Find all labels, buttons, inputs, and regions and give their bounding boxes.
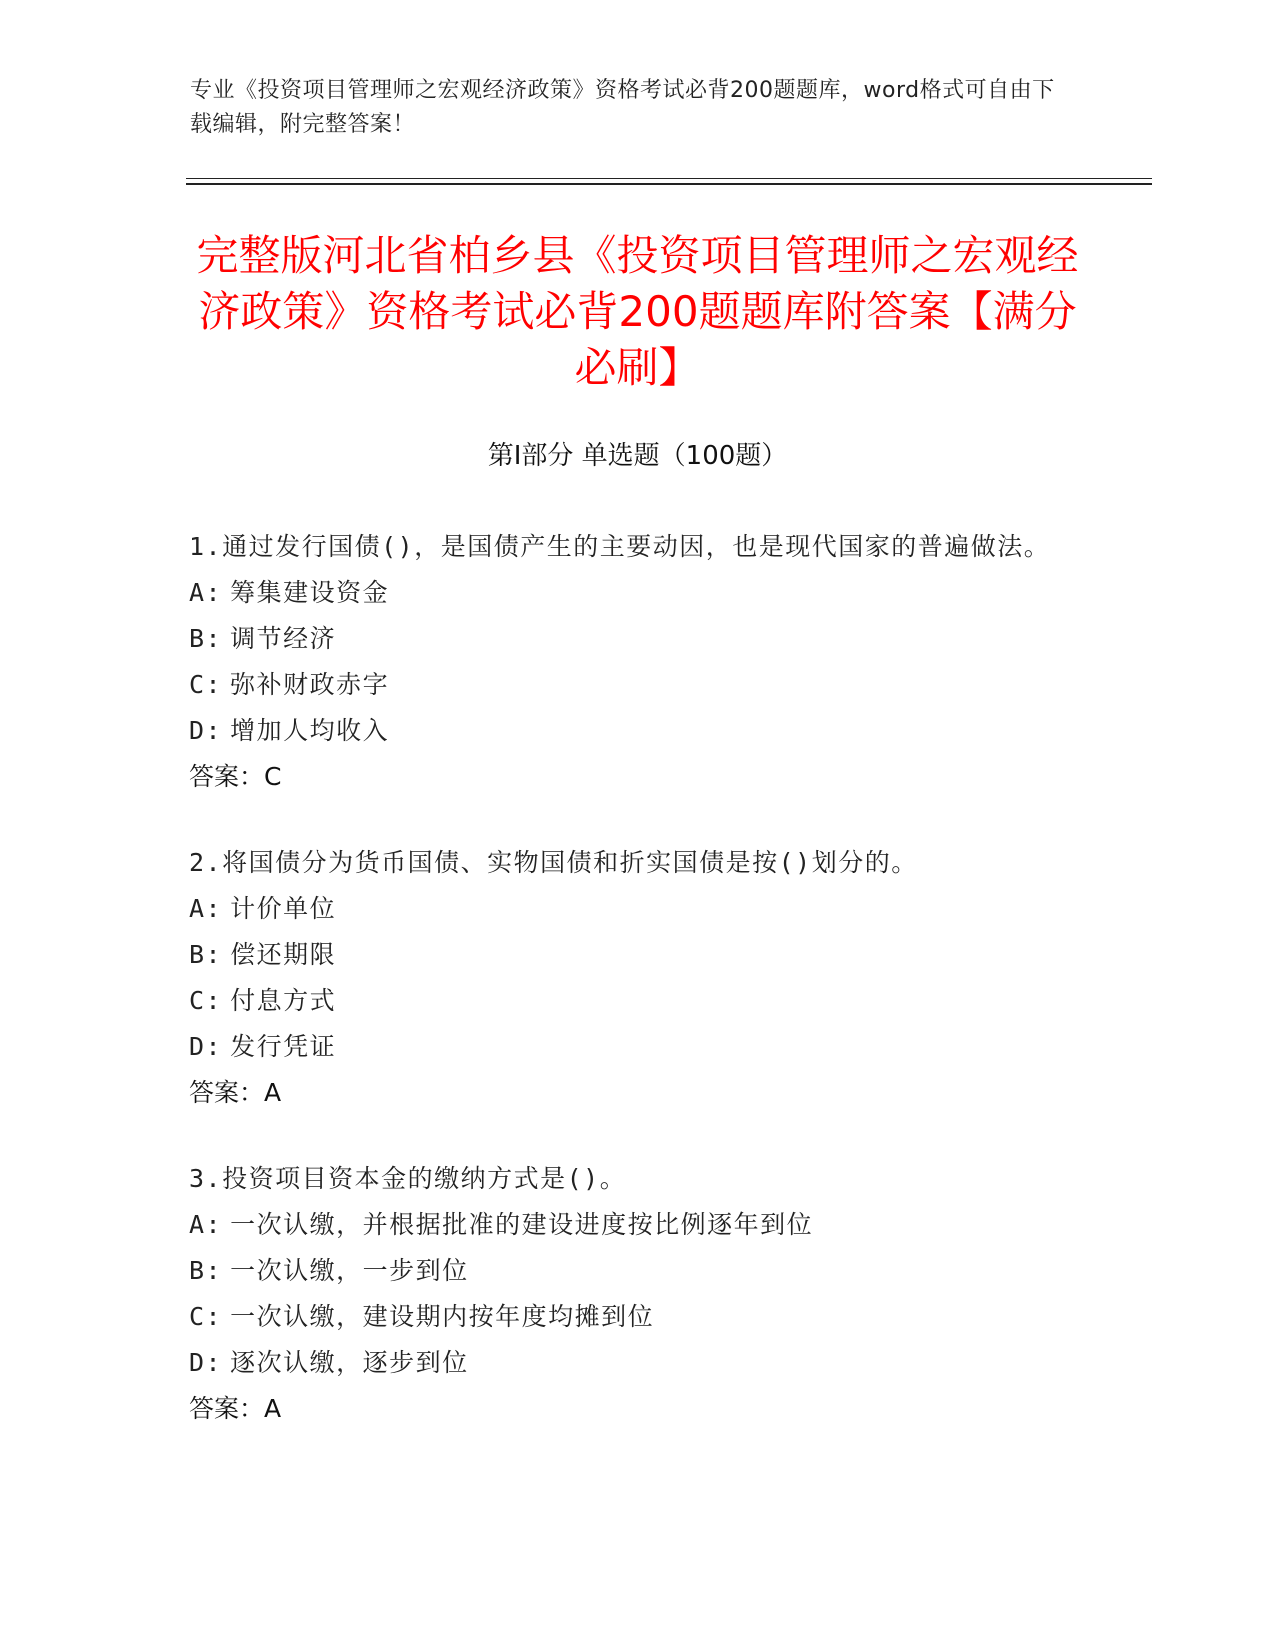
option-letter: C: [189, 986, 223, 1015]
option-text: 筹集建设资金 [230, 578, 390, 607]
answer-line: 答案：C [189, 762, 282, 791]
question-1 [189, 524, 1069, 800]
option-letter: A: [189, 1210, 223, 1239]
option-text: 偿还期限 [230, 940, 337, 969]
document-title: 完整版河北省柏乡县《投资项目管理师之宏观经济政策》资格考试必背200题题库附答案【满分必刷】 [196, 231, 1079, 392]
option-letter: C: [189, 1302, 223, 1331]
option-d [189, 1024, 1069, 1070]
option-letter: B: [189, 1256, 223, 1285]
option-c [189, 1294, 1069, 1340]
option-letter: C: [189, 670, 223, 699]
option-a [189, 570, 1069, 616]
option-b [189, 932, 1069, 978]
option-b [189, 1248, 1069, 1294]
option-d [189, 708, 1069, 754]
option-text: 一次认缴，一步到位 [230, 1256, 469, 1285]
question-text: 3.投资项目资本金的缴纳方式是()。 [189, 1164, 627, 1193]
section-heading: 第Ⅰ部分 单选题（100题） [487, 441, 788, 471]
option-text: 增加人均收入 [230, 716, 390, 745]
answer-line: 答案：A [189, 1078, 282, 1107]
option-a [189, 886, 1069, 932]
option-text: 逐次认缴，逐步到位 [230, 1348, 469, 1377]
option-letter: B: [189, 624, 223, 653]
option-text: 发行凭证 [230, 1032, 337, 1061]
question-text: 1.通过发行国债()，是国债产生的主要动因，也是现代国家的普遍做法。 [189, 532, 1051, 561]
option-text: 一次认缴，建设期内按年度均摊到位 [230, 1302, 655, 1331]
option-d [189, 1340, 1069, 1386]
header-note: 专业《投资项目管理师之宏观经济政策》资格考试必背200题题库，word格式可自由下载编辑，附完整答案！ [190, 78, 1055, 137]
option-text: 计价单位 [230, 894, 337, 923]
option-text: 一次认缴，并根据批准的建设进度按比例逐年到位 [230, 1210, 814, 1239]
option-b [189, 616, 1069, 662]
option-text: 调节经济 [230, 624, 337, 653]
header-divider-thin [186, 178, 1152, 179]
question-text: 2.将国债分为货币国债、实物国债和折实国债是按()划分的。 [189, 848, 918, 877]
option-letter: B: [189, 940, 223, 969]
option-text: 付息方式 [230, 986, 337, 1015]
option-letter: D: [189, 716, 223, 745]
option-text: 弥补财政赤字 [230, 670, 390, 699]
header-divider-thick [186, 183, 1152, 185]
option-letter: D: [189, 1032, 223, 1061]
option-a [189, 1202, 1069, 1248]
question-2 [189, 840, 1069, 1116]
option-letter: A: [189, 578, 223, 607]
option-letter: A: [189, 894, 223, 923]
option-c [189, 662, 1069, 708]
question-list [189, 524, 1069, 1472]
question-3 [189, 1156, 1069, 1432]
answer-line: 答案：A [189, 1394, 282, 1423]
option-c [189, 978, 1069, 1024]
option-letter: D: [189, 1348, 223, 1377]
